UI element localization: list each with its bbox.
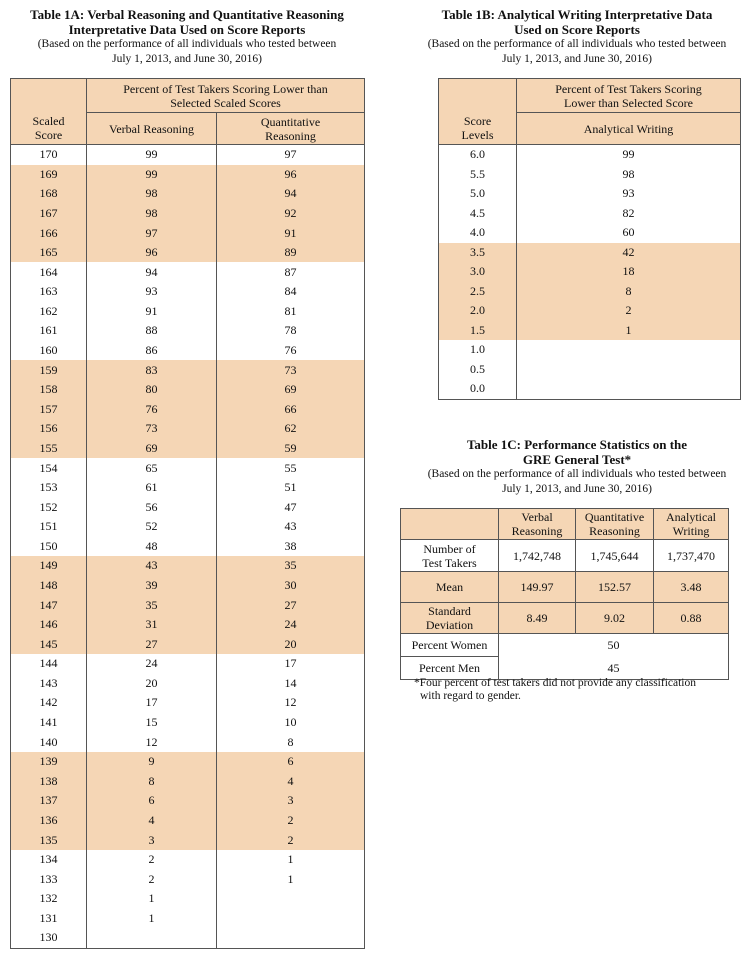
table-1a-row-cell-2: 52 bbox=[87, 517, 217, 537]
table-1c bbox=[400, 508, 729, 680]
table-1a-row-cell-3: 12 bbox=[217, 693, 365, 713]
table-1a-row-cell-3: 47 bbox=[217, 497, 365, 517]
table-1a-row-cell-1: 140 bbox=[39, 734, 58, 749]
table-1b-row-cell-2 bbox=[517, 340, 741, 360]
table-1b-row-cell-2: 42 bbox=[517, 243, 741, 263]
table-1a-row-cell-3: 96 bbox=[217, 165, 365, 185]
table-1a-row-cell-2: 3 bbox=[87, 830, 217, 850]
sd-quant: 9.02 bbox=[576, 603, 654, 634]
table-1b-row-cell-1: 3.0 bbox=[439, 262, 517, 282]
table-1a-row-cell-3: 78 bbox=[217, 321, 365, 341]
table-1a-row-cell-1: 139 bbox=[11, 752, 87, 772]
table-1c-footnote bbox=[414, 677, 734, 703]
table-1b-row-cell-2: 60 bbox=[517, 223, 741, 243]
table-1a-row-cell-3: 43 bbox=[217, 517, 365, 537]
table-1a-row-cell-3: 89 bbox=[217, 243, 365, 263]
table-1a-row bbox=[11, 478, 365, 498]
table-1a-row bbox=[11, 576, 365, 596]
table-1a-row-cell-1: 163 bbox=[39, 284, 58, 299]
table-1a-row-cell-3: 2 bbox=[217, 811, 365, 831]
table-1b-row-cell-2: 82 bbox=[517, 204, 741, 224]
table-1a-row-cell-2: 8 bbox=[87, 772, 217, 792]
table-1a-row bbox=[11, 360, 365, 380]
table-1a-row-cell-3: 66 bbox=[217, 400, 365, 420]
table-1a-row-cell-3: 14 bbox=[217, 674, 365, 694]
table-1a-row-cell-3: 1 bbox=[217, 850, 365, 870]
table-1b-row bbox=[439, 223, 741, 243]
table-1a-row-cell-1: 161 bbox=[39, 323, 58, 338]
table-1a-row bbox=[11, 184, 365, 204]
table-1b-row-cell-1: 2.5 bbox=[439, 282, 517, 302]
table-1a-row bbox=[11, 165, 365, 185]
table-1a-row bbox=[11, 752, 365, 772]
table-1a-row-cell-3 bbox=[217, 889, 365, 909]
table-1a-row-cell-1: 168 bbox=[11, 184, 87, 204]
table-1a-row-cell-3: 27 bbox=[217, 595, 365, 615]
table-1a-row-cell-2: 15 bbox=[87, 713, 217, 733]
table-1a-row-cell-2: 99 bbox=[87, 165, 217, 185]
table-1a-row-cell-2: 1 bbox=[87, 889, 217, 909]
table-1a-body bbox=[11, 145, 365, 949]
table-1a-row-cell-1: 162 bbox=[39, 303, 58, 318]
table-1a-row-cell-1: 144 bbox=[39, 656, 58, 671]
table-1a-row-cell-2: 65 bbox=[87, 458, 217, 478]
table-1a-row bbox=[11, 595, 365, 615]
number-label: Number of Test Takers bbox=[401, 540, 499, 572]
table-1a-row-cell-2: 1 bbox=[87, 909, 217, 929]
table-1b-row bbox=[439, 204, 741, 224]
table-1a-row bbox=[11, 674, 365, 694]
footnote-line2: with regard to gender. bbox=[420, 690, 521, 702]
table-1a-row-cell-1: 145 bbox=[11, 634, 87, 654]
table-1b-row-cell-1: 4.0 bbox=[470, 225, 485, 240]
table-1a-row-cell-3: 73 bbox=[217, 360, 365, 380]
table-1a-row-cell-3: 94 bbox=[217, 184, 365, 204]
table-1a-row-cell-2: 27 bbox=[87, 634, 217, 654]
table-1a-row bbox=[11, 713, 365, 733]
table-1a-row-cell-3 bbox=[217, 909, 365, 929]
table-1a-row bbox=[11, 282, 365, 302]
table-1a-row-cell-1: 135 bbox=[11, 830, 87, 850]
table-1a-subtitle-line1: (Based on the performance of all individuals who tested between bbox=[37, 38, 337, 50]
table-1b-heading bbox=[410, 7, 744, 67]
table-1a-row bbox=[11, 537, 365, 557]
table-1a-row bbox=[11, 811, 365, 831]
table-1a-row bbox=[11, 791, 365, 811]
table-1a-row-cell-1: 153 bbox=[39, 480, 58, 495]
sd-label: Standard Deviation bbox=[401, 603, 499, 634]
table-1c-title-line2: GRE General Test* bbox=[522, 452, 632, 467]
table-1a-row-cell-1: 136 bbox=[11, 811, 87, 831]
table-1b-subtitle-line1: (Based on the performance of all individuals who tested between bbox=[427, 38, 727, 50]
table-1a-row bbox=[11, 634, 365, 654]
table-1b-subtitle-line2: July 1, 2013, and June 30, 2016) bbox=[502, 53, 652, 65]
table-1b-row-cell-1: 1.0 bbox=[470, 342, 485, 357]
table-1a-row-cell-1: 165 bbox=[11, 243, 87, 263]
sd-writing: 0.88 bbox=[654, 603, 729, 634]
table-1a-row-cell-1: 146 bbox=[11, 615, 87, 635]
men-value: 45 bbox=[499, 657, 729, 680]
table-1c-subtitle-line2: July 1, 2013, and June 30, 2016) bbox=[502, 483, 652, 495]
table-1a-row-cell-2: 76 bbox=[87, 400, 217, 420]
table-1a-row-cell-1: 154 bbox=[39, 460, 58, 475]
table-1a-row-cell-2: 99 bbox=[87, 145, 217, 165]
table-1a-row bbox=[11, 262, 365, 282]
table-1a-row-cell-3: 51 bbox=[217, 478, 365, 498]
table-1a-row-cell-2: 98 bbox=[87, 204, 217, 224]
table-1a-row bbox=[11, 772, 365, 792]
women-value: 50 bbox=[499, 634, 729, 657]
table-1a-row-cell-2: 69 bbox=[87, 439, 217, 459]
table-1a-row-cell-2: 2 bbox=[87, 869, 217, 889]
table-1a-row bbox=[11, 517, 365, 537]
table-1c-row-women bbox=[401, 634, 729, 657]
table-1a-row-cell-3: 59 bbox=[217, 439, 365, 459]
table-1a-row bbox=[11, 302, 365, 322]
table-1b-group-header: Percent of Test Takers Scoring Lower than Selected Score bbox=[517, 79, 741, 113]
table-1a-row-cell-3: 84 bbox=[217, 282, 365, 302]
table-1a-row bbox=[11, 556, 365, 576]
table-1b-row-cell-2: 2 bbox=[517, 301, 741, 321]
table-1b-row-cell-1: 0.5 bbox=[470, 361, 485, 376]
table-1a-row-cell-3: 10 bbox=[217, 713, 365, 733]
table-1a-row-cell-3: 30 bbox=[217, 576, 365, 596]
table-1a-row-cell-3: 20 bbox=[217, 634, 365, 654]
table-1a-row-cell-3: 81 bbox=[217, 302, 365, 322]
table-1a-title-line1: Table 1A: Verbal Reasoning and Quantitative Reasoning bbox=[30, 7, 344, 22]
table-1a-row-cell-3: 3 bbox=[217, 791, 365, 811]
footnote-line1: *Four percent of test takers did not provide any classification bbox=[414, 677, 696, 689]
table-1b-row-cell-1: 5.0 bbox=[470, 186, 485, 201]
table-1a-row-cell-3: 17 bbox=[217, 654, 365, 674]
table-1a-row-cell-1: 149 bbox=[11, 556, 87, 576]
table-1a-row bbox=[11, 223, 365, 243]
table-1a-row-cell-2: 94 bbox=[87, 262, 217, 282]
table-1a-row-cell-2: 31 bbox=[87, 615, 217, 635]
table-1a-row-cell-1: 130 bbox=[39, 930, 58, 945]
table-1a-row-cell-1: 137 bbox=[11, 791, 87, 811]
table-1b-row bbox=[439, 243, 741, 263]
table-1b-row bbox=[439, 379, 741, 399]
table-1b-row bbox=[439, 360, 741, 380]
table-1a-row-cell-2: 20 bbox=[87, 674, 217, 694]
table-1b-row-cell-1: 1.5 bbox=[439, 321, 517, 341]
men-label: Percent Men bbox=[401, 657, 499, 680]
table-1b-row bbox=[439, 145, 741, 165]
table-1c-col-quant: Quantitative Reasoning bbox=[576, 509, 654, 540]
table-1b-row-cell-2: 18 bbox=[517, 262, 741, 282]
table-1b-title-line2: Used on Score Reports bbox=[514, 22, 640, 37]
table-1a-row-cell-2: 24 bbox=[87, 654, 217, 674]
table-1a-row-cell-3: 4 bbox=[217, 772, 365, 792]
table-1a-row-cell-1: 138 bbox=[11, 772, 87, 792]
table-1a-row-cell-1: 143 bbox=[39, 675, 58, 690]
table-1a-row-cell-3: 6 bbox=[217, 752, 365, 772]
table-1a-row-cell-3: 87 bbox=[217, 262, 365, 282]
mean-quant: 152.57 bbox=[576, 572, 654, 603]
table-1a-row-cell-2: 86 bbox=[87, 341, 217, 361]
table-1a-row bbox=[11, 400, 365, 420]
table-1a-row-cell-3: 69 bbox=[217, 380, 365, 400]
table-1a-row bbox=[11, 850, 365, 870]
table-1b-body bbox=[439, 145, 741, 400]
table-1a-row-cell-2: 97 bbox=[87, 223, 217, 243]
table-1a-row-cell-3: 24 bbox=[217, 615, 365, 635]
table-1a-row-cell-2: 96 bbox=[87, 243, 217, 263]
table-1a-row bbox=[11, 615, 365, 635]
table-1a-row-cell-2: 91 bbox=[87, 302, 217, 322]
table-1a-col-verbal: Verbal Reasoning bbox=[87, 113, 217, 145]
table-1b-row-cell-2: 93 bbox=[517, 184, 741, 204]
table-1a-row-cell-1: 158 bbox=[11, 380, 87, 400]
table-1b-title-line1: Table 1B: Analytical Writing Interpretative Data bbox=[441, 7, 713, 22]
table-1a-row bbox=[11, 497, 365, 517]
table-1a-row-cell-1: 132 bbox=[39, 891, 58, 906]
table-1b-row-cell-1: 2.0 bbox=[439, 301, 517, 321]
table-1a-row bbox=[11, 321, 365, 341]
table-1a-row-cell-2: 17 bbox=[87, 693, 217, 713]
table-1a-row bbox=[11, 145, 365, 165]
table-1a-row bbox=[11, 654, 365, 674]
women-label: Percent Women bbox=[401, 634, 499, 657]
table-1a-row-cell-2: 98 bbox=[87, 184, 217, 204]
table-1a-row bbox=[11, 419, 365, 439]
table-1c-title-line1: Table 1C: Performance Statistics on the bbox=[466, 437, 688, 452]
table-1c-col-writing: Analytical Writing bbox=[654, 509, 729, 540]
table-1a-row-cell-2: 48 bbox=[87, 537, 217, 557]
table-1a-row-cell-1: 156 bbox=[11, 419, 87, 439]
table-1a-row-cell-1: 133 bbox=[39, 871, 58, 886]
table-1a-row-cell-1: 159 bbox=[11, 360, 87, 380]
table-1a-subtitle-line2: July 1, 2013, and June 30, 2016) bbox=[112, 53, 262, 65]
table-1b-row bbox=[439, 321, 741, 341]
table-1a-row-cell-2: 83 bbox=[87, 360, 217, 380]
table-1a-col-score: Scaled Score bbox=[11, 113, 87, 145]
table-1b-row-cell-2 bbox=[517, 379, 741, 399]
table-1a-row-cell-1: 157 bbox=[11, 400, 87, 420]
table-1a-row bbox=[11, 732, 365, 752]
table-1c-row-sd bbox=[401, 603, 729, 634]
table-1a-row-cell-2: 73 bbox=[87, 419, 217, 439]
table-1a-row-cell-1: 147 bbox=[11, 595, 87, 615]
table-1c-heading bbox=[410, 437, 744, 497]
mean-writing: 3.48 bbox=[654, 572, 729, 603]
table-1a-row-cell-2: 35 bbox=[87, 595, 217, 615]
table-1a-heading bbox=[6, 7, 368, 67]
table-1b-row-cell-2: 98 bbox=[517, 165, 741, 185]
table-1c-row-mean bbox=[401, 572, 729, 603]
table-1b-col-writing: Analytical Writing bbox=[517, 113, 741, 145]
table-1b-row-cell-1: 3.5 bbox=[439, 243, 517, 263]
table-1a-col-quant: Quantitative Reasoning bbox=[217, 113, 365, 145]
table-1a-row-cell-1: 170 bbox=[39, 147, 58, 162]
mean-label: Mean bbox=[401, 572, 499, 603]
table-1a-row-cell-1: 134 bbox=[39, 852, 58, 867]
table-1a-row-cell-3: 38 bbox=[217, 537, 365, 557]
table-1a-row-cell-2: 61 bbox=[87, 478, 217, 498]
table-1a-row-cell-3: 55 bbox=[217, 458, 365, 478]
table-1a-row-cell-3: 35 bbox=[217, 556, 365, 576]
table-1a-row-cell-1: 167 bbox=[11, 204, 87, 224]
table-1b-row-cell-2 bbox=[517, 360, 741, 380]
table-1b-row bbox=[439, 165, 741, 185]
table-1a-row-cell-2: 39 bbox=[87, 576, 217, 596]
number-verbal: 1,742,748 bbox=[499, 540, 576, 572]
sd-verbal: 8.49 bbox=[499, 603, 576, 634]
table-1a-row-cell-2: 4 bbox=[87, 811, 217, 831]
table-1a-row bbox=[11, 869, 365, 889]
table-1a-row bbox=[11, 889, 365, 909]
table-1b-row-cell-1: 5.5 bbox=[470, 166, 485, 181]
table-1a-row-cell-1: 141 bbox=[39, 715, 58, 730]
table-1a-row bbox=[11, 204, 365, 224]
table-1b-row bbox=[439, 340, 741, 360]
table-1a-group-header: Percent of Test Takers Scoring Lower than Selected Scaled Scores bbox=[87, 79, 365, 113]
table-1a-row-cell-3: 62 bbox=[217, 419, 365, 439]
table-1a-row-cell-3: 97 bbox=[217, 145, 365, 165]
table-1a-row-cell-1: 155 bbox=[11, 439, 87, 459]
table-1a-row bbox=[11, 830, 365, 850]
table-1a-row-cell-1: 131 bbox=[39, 910, 58, 925]
table-1a-row bbox=[11, 243, 365, 263]
table-1a-row-cell-1: 151 bbox=[39, 519, 58, 534]
table-1a-row-cell-1: 164 bbox=[39, 264, 58, 279]
table-1a-row-cell-1: 166 bbox=[11, 223, 87, 243]
table-1a-row-cell-3: 2 bbox=[217, 830, 365, 850]
table-1a-row-cell-3: 92 bbox=[217, 204, 365, 224]
table-1a-row-cell-2: 93 bbox=[87, 282, 217, 302]
table-1b-row bbox=[439, 301, 741, 321]
table-1b-row-cell-2: 1 bbox=[517, 321, 741, 341]
table-1a-row bbox=[11, 693, 365, 713]
table-1b-row-cell-1: 0.0 bbox=[470, 381, 485, 396]
table-1a-row-cell-2: 88 bbox=[87, 321, 217, 341]
table-1c-subtitle-line1: (Based on the performance of all individuals who tested between bbox=[427, 468, 727, 480]
table-1a-row-cell-3: 8 bbox=[217, 732, 365, 752]
table-1b bbox=[438, 78, 741, 400]
table-1b-row bbox=[439, 282, 741, 302]
mean-verbal: 149.97 bbox=[499, 572, 576, 603]
table-1b-row-cell-2: 99 bbox=[517, 145, 741, 165]
table-1a-row-cell-1: 150 bbox=[39, 538, 58, 553]
table-1a-row-cell-2: 6 bbox=[87, 791, 217, 811]
table-1a-row-cell-3 bbox=[217, 928, 365, 948]
table-1a-row-cell-3: 1 bbox=[217, 869, 365, 889]
table-1a-row-cell-2: 9 bbox=[87, 752, 217, 772]
table-1a-row-cell-1: 148 bbox=[11, 576, 87, 596]
table-1b-row bbox=[439, 184, 741, 204]
number-quant: 1,745,644 bbox=[576, 540, 654, 572]
table-1a-row bbox=[11, 458, 365, 478]
table-1c-col-verbal: Verbal Reasoning bbox=[499, 509, 576, 540]
table-1b-col-score: Score Levels bbox=[439, 113, 517, 145]
table-1a-row bbox=[11, 928, 365, 948]
table-1a-row-cell-3: 76 bbox=[217, 341, 365, 361]
table-1a-row-cell-2 bbox=[87, 928, 217, 948]
table-1a-row-cell-2: 56 bbox=[87, 497, 217, 517]
table-1a-row-cell-2: 43 bbox=[87, 556, 217, 576]
number-writing: 1,737,470 bbox=[654, 540, 729, 572]
table-1b-row-cell-1: 4.5 bbox=[470, 205, 485, 220]
table-1a-row-cell-2: 80 bbox=[87, 380, 217, 400]
table-1a-row-cell-1: 142 bbox=[39, 695, 58, 710]
table-1a-row-cell-2: 12 bbox=[87, 732, 217, 752]
table-1a bbox=[10, 78, 365, 949]
table-1a-row-cell-1: 160 bbox=[39, 343, 58, 358]
table-1a-row-cell-2: 2 bbox=[87, 850, 217, 870]
table-1b-row-cell-2: 8 bbox=[517, 282, 741, 302]
table-1b-row-cell-1: 6.0 bbox=[470, 147, 485, 162]
table-1a-row bbox=[11, 439, 365, 459]
table-1c-row-number bbox=[401, 540, 729, 572]
table-1a-title-line2: Interpretative Data Used on Score Reports bbox=[68, 22, 306, 37]
table-1a-row bbox=[11, 909, 365, 929]
table-1a-row-cell-1: 152 bbox=[39, 499, 58, 514]
table-1a-row bbox=[11, 380, 365, 400]
table-1a-row-cell-1: 169 bbox=[11, 165, 87, 185]
table-1b-row bbox=[439, 262, 741, 282]
table-1a-row bbox=[11, 341, 365, 361]
table-1a-row-cell-3: 91 bbox=[217, 223, 365, 243]
